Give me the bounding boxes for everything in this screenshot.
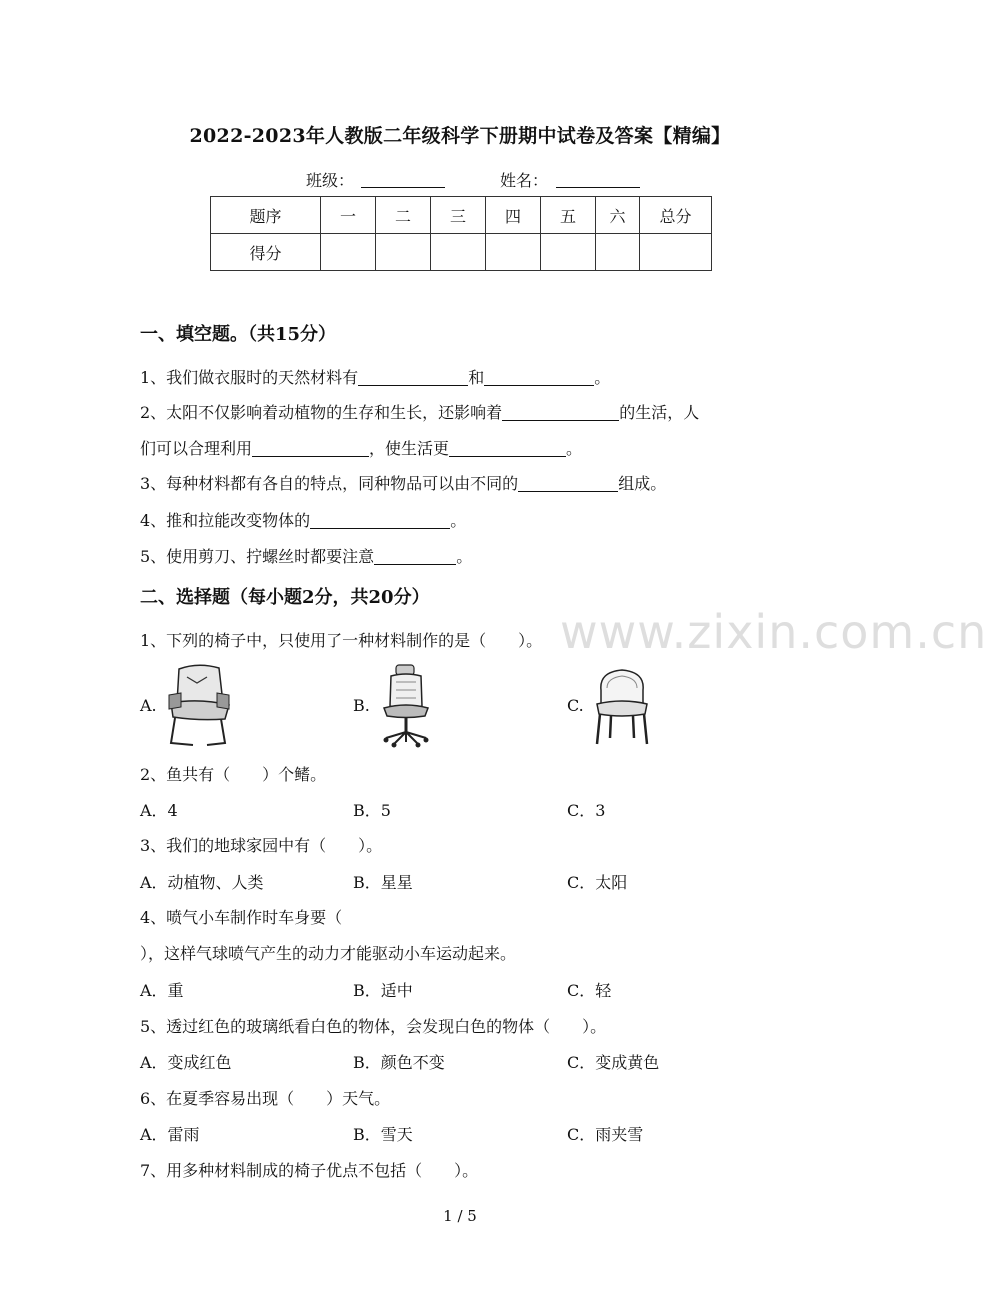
score-cell[interactable] — [596, 234, 640, 271]
s2-q3-option-b[interactable]: B．星星 — [353, 873, 413, 892]
s2-q2-option-c[interactable]: C．3 — [567, 801, 606, 820]
score-header-cell: 三 — [431, 197, 486, 234]
s1-q1-text-c: 。 — [594, 368, 611, 387]
s1-q2-text-a: 2、太阳不仅影响着动植物的生存和生长，还影响着 — [140, 403, 503, 422]
s2-q5-text: 5、透过红色的玻璃纸看白色的物体，会发现白色的物体（ ）。 — [140, 1017, 607, 1036]
s2-q3-option-c[interactable]: C．太阳 — [567, 873, 628, 892]
office-chair-icon — [163, 663, 233, 748]
s1-q2-blank-2[interactable] — [252, 439, 369, 457]
s2-q2-option-b[interactable]: B．5 — [353, 801, 391, 820]
s2-q7-text: 7、用多种材料制成的椅子优点不包括（ ）。 — [140, 1161, 479, 1180]
score-cell[interactable] — [376, 234, 431, 271]
watermark: www.zixin.com.cn — [560, 605, 987, 659]
s1-q1-text-a: 1、我们做衣服时的天然材料有 — [140, 368, 359, 387]
s2-q3-text: 3、我们的地球家园中有（ ）。 — [140, 836, 383, 855]
score-cell[interactable] — [486, 234, 541, 271]
s2-q4-option-a[interactable]: A．重 — [140, 981, 184, 1000]
score-cell[interactable] — [541, 234, 596, 271]
s1-q5-blank[interactable] — [374, 547, 456, 565]
s1-q2-text-c: 们可以合理利用 — [140, 439, 253, 458]
score-header-cell: 四 — [486, 197, 541, 234]
s2-q5-option-c[interactable]: C．变成黄色 — [567, 1053, 660, 1072]
s1-q3-blank[interactable] — [518, 474, 618, 492]
score-cell[interactable] — [640, 234, 712, 271]
s1-q1-text-b: 和 — [468, 368, 485, 387]
s2-q6-text: 6、在夏季容易出现（ ）天气。 — [140, 1089, 391, 1108]
s1-q1-blank-1[interactable] — [358, 368, 468, 386]
class-blank[interactable] — [361, 187, 445, 188]
s1-question-2 — [140, 400, 699, 423]
section1-heading: 一、填空题。（共15分） — [140, 324, 337, 345]
s1-question-3 — [140, 471, 666, 494]
s2-q1-option-a[interactable]: A. — [140, 696, 157, 715]
name-blank[interactable] — [556, 187, 640, 188]
s2-q4-text-line2: ），这样气球喷气产生的动力才能驱动小车运动起来。 — [140, 944, 517, 963]
score-table-score-row — [211, 234, 712, 271]
page-number: 1 / 5 — [443, 1207, 477, 1225]
score-row-label: 得分 — [211, 234, 321, 271]
s2-q1-option-c[interactable]: C. — [567, 696, 584, 715]
s2-q1-option-b[interactable]: B. — [353, 696, 370, 715]
section2-heading: 二、选择题（每小题2分，共20分） — [140, 587, 430, 608]
s1-q2-blank-1[interactable] — [502, 403, 619, 421]
class-label: 班级： — [306, 171, 355, 190]
s2-q5-option-a[interactable]: A．变成红色 — [140, 1053, 232, 1072]
s1-question-1 — [140, 365, 610, 388]
s2-q6-option-c[interactable]: C．雨夹雪 — [567, 1125, 644, 1144]
page-title: 2022-2023年人教版二年级科学下册期中试卷及答案【精编】 — [189, 125, 731, 147]
s2-q3-option-a[interactable]: A．动植物、人类 — [140, 873, 264, 892]
s1-q4-blank[interactable] — [310, 511, 450, 529]
score-header-cell: 六 — [596, 197, 640, 234]
score-header-cell: 五 — [541, 197, 596, 234]
score-header-cell: 总分 — [640, 197, 712, 234]
s1-q1-blank-2[interactable] — [484, 368, 594, 386]
s2-q1-text: 1、下列的椅子中，只使用了一种材料制作的是（ ）。 — [140, 631, 543, 650]
plastic-chair-icon — [593, 668, 651, 746]
s1-q3-text-b: 组成。 — [618, 474, 667, 493]
s1-q2-blank-3[interactable] — [449, 439, 566, 457]
s2-q4-option-c[interactable]: C．轻 — [567, 981, 612, 1000]
s2-q6-option-a[interactable]: A．雷雨 — [140, 1125, 200, 1144]
score-header-cell: 二 — [376, 197, 431, 234]
swivel-chair-icon — [378, 664, 434, 748]
s1-q3-text-a: 3、每种材料都有各自的特点，同种物品可以由不同的 — [140, 474, 519, 493]
s1-question-4 — [140, 508, 466, 531]
s1-q2-text-e: 。 — [566, 439, 583, 458]
s2-q2-option-a[interactable]: A．4 — [140, 801, 178, 820]
score-table — [210, 196, 712, 271]
s1-question-5 — [140, 544, 472, 567]
s1-q5-text-b: 。 — [456, 547, 473, 566]
s1-q5-text-a: 5、使用剪刀、拧螺丝时都要注意 — [140, 547, 375, 566]
s1-q2-text-d: ，使生活更 — [369, 439, 450, 458]
score-cell[interactable] — [321, 234, 376, 271]
s1-q4-text-b: 。 — [450, 511, 467, 530]
s1-q4-text-a: 4、推和拉能改变物体的 — [140, 511, 311, 530]
s2-q4-text-line1: 4、喷气小车制作时车身要（ — [140, 908, 343, 927]
s2-q4-option-b[interactable]: B．适中 — [353, 981, 413, 1000]
score-cell[interactable] — [431, 234, 486, 271]
s2-q6-option-b[interactable]: B．雪天 — [353, 1125, 413, 1144]
score-header-cell: 题序 — [211, 197, 321, 234]
name-label: 姓名： — [500, 171, 549, 190]
score-table-header-row — [211, 197, 712, 234]
s1-q2-text-b: 的生活，人 — [619, 403, 700, 422]
s1-question-2-cont — [140, 436, 582, 459]
s2-q2-text: 2、鱼共有（ ）个鳍。 — [140, 765, 327, 784]
score-header-cell: 一 — [321, 197, 376, 234]
s2-q5-option-b[interactable]: B．颜色不变 — [353, 1053, 445, 1072]
